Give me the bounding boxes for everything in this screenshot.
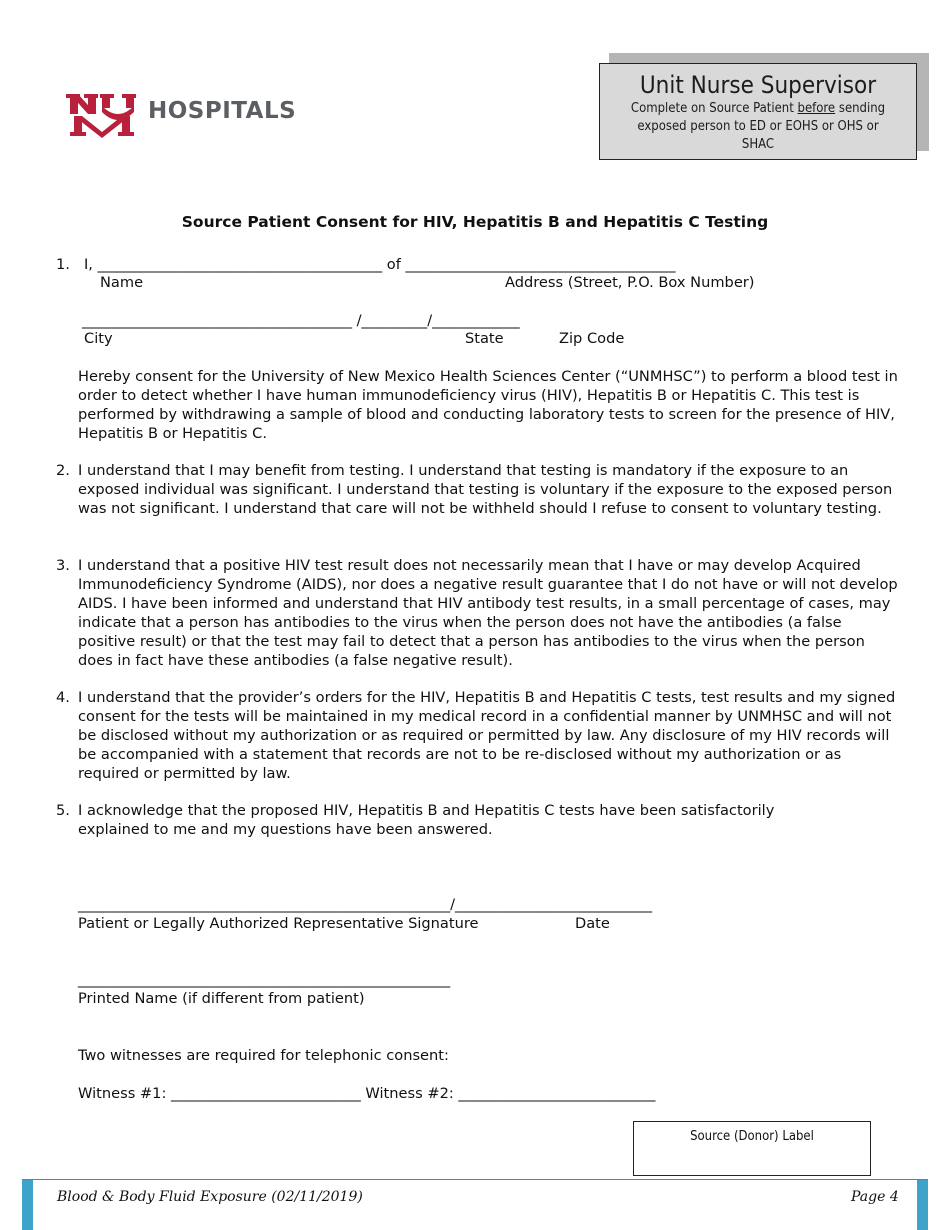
signature-date-field-line[interactable]: ___________________________________________________/___________________________ (78, 896, 653, 913)
item-3-number: 3. (56, 557, 70, 574)
item-1-consent-text: Hereby consent for the University of New Mexico Health Sciences Center (“UNMHSC”) to perform a blood test in order to detect whether I have human immunodeficiency virus (HIV), Hepatitis B or Hepatitis C. This test is performed by withdrawing a sample of blood and conducting laboratory tests to screen for the presence of HIV, Hepatitis B or Hepatitis C. (78, 368, 898, 442)
state-label: State (465, 330, 504, 347)
witness-intro: Two witnesses are required for telephonic consent: (78, 1047, 449, 1064)
supervisor-box (599, 63, 917, 160)
city-label: City (84, 330, 113, 347)
footer-accent-left (22, 1180, 33, 1230)
signature-label: Patient or Legally Authorized Representative Signature (78, 915, 479, 932)
form-title: Source Patient Consent for HIV, Hepatitis B and Hepatitis C Testing (181, 213, 769, 231)
name-label: Name (100, 274, 144, 291)
printed-name-field-line[interactable]: ___________________________________________________ (78, 971, 451, 988)
unm-logo-mark (66, 92, 138, 138)
footer-document-title: Blood & Body Fluid Exposure (02/11/2019) (57, 1189, 363, 1205)
logo-text: HOSPITALS (148, 98, 297, 124)
item-5-number: 5. (56, 802, 70, 819)
footer-rule (22, 1179, 928, 1180)
printed-name-label: Printed Name (if different from patient) (78, 990, 365, 1007)
item-2-number: 2. (56, 462, 70, 479)
witness-field-line[interactable]: Witness #1: __________________________ Witness #2: ___________________________ (78, 1085, 656, 1102)
footer-page-number: Page 4 (851, 1189, 899, 1205)
item-3-text: I understand that a positive HIV test result does not necessarily mean that I have or may develop Acquired Immunodeficiency Syndrome (AIDS), nor does a negative result guarantee that I do not have or will not develop AIDS. I have been informed and understand that HIV antibody test results, in a small percentage of cases, may indicate that a person has antibodies to the virus when the person does not have the antibodies (a false positive result) or that the test may fail to detect that a person has antibodies to the virus when the person does in fact have these antibodies (a false negative result). (78, 557, 898, 669)
name-address-field-line[interactable]: I, _______________________________________ of _____________________________________ (84, 256, 676, 273)
supervisor-instruction-line3: SHAC (741, 137, 775, 152)
zip-code-label: Zip Code (559, 330, 625, 347)
date-label: Date (575, 915, 610, 932)
item-5-text: I acknowledge that the proposed HIV, Hepatitis B and Hepatitis C tests have been satisfactorily explained to me and my questions have been answered. (78, 802, 775, 838)
supervisor-instruction-line1: Complete on Source Patient before sending (630, 101, 886, 116)
item-4-number: 4. (56, 689, 70, 706)
item-2-text: I understand that I may benefit from testing. I understand that testing is mandatory if the exposure to an exposed individual was significant. I understand that testing is voluntary if the exposure to the exposed person was not significant. I understand that care will not be withheld should I refuse to consent to voluntary testing. (78, 462, 893, 517)
item-4-text: I understand that the provider’s orders for the HIV, Hepatitis B and Hepatitis C tests, test results and my signed consent for the tests will be maintained in my medical record in a confidential manner by UNMHSC and will not be disclosed without my authorization or as required or permitted by law. Any disclosure of my HIV records will be accompanied with a statement that records are not to be re-disclosed without my authorization or as required or permitted by law. (78, 689, 896, 782)
unm-hospitals-logo (66, 92, 306, 138)
city-state-zip-field-line[interactable]: _____________________________________ /_________/____________ (82, 312, 520, 329)
footer-accent-right (917, 1180, 928, 1230)
supervisor-instruction-line2: exposed person to ED or EOHS or OHS or (637, 119, 879, 134)
supervisor-title: Unit Nurse Supervisor (639, 71, 877, 99)
item-1-number: 1. (56, 256, 70, 273)
address-label: Address (Street, P.O. Box Number) (505, 274, 755, 291)
source-donor-label-box: Source (Donor) Label (633, 1121, 871, 1176)
